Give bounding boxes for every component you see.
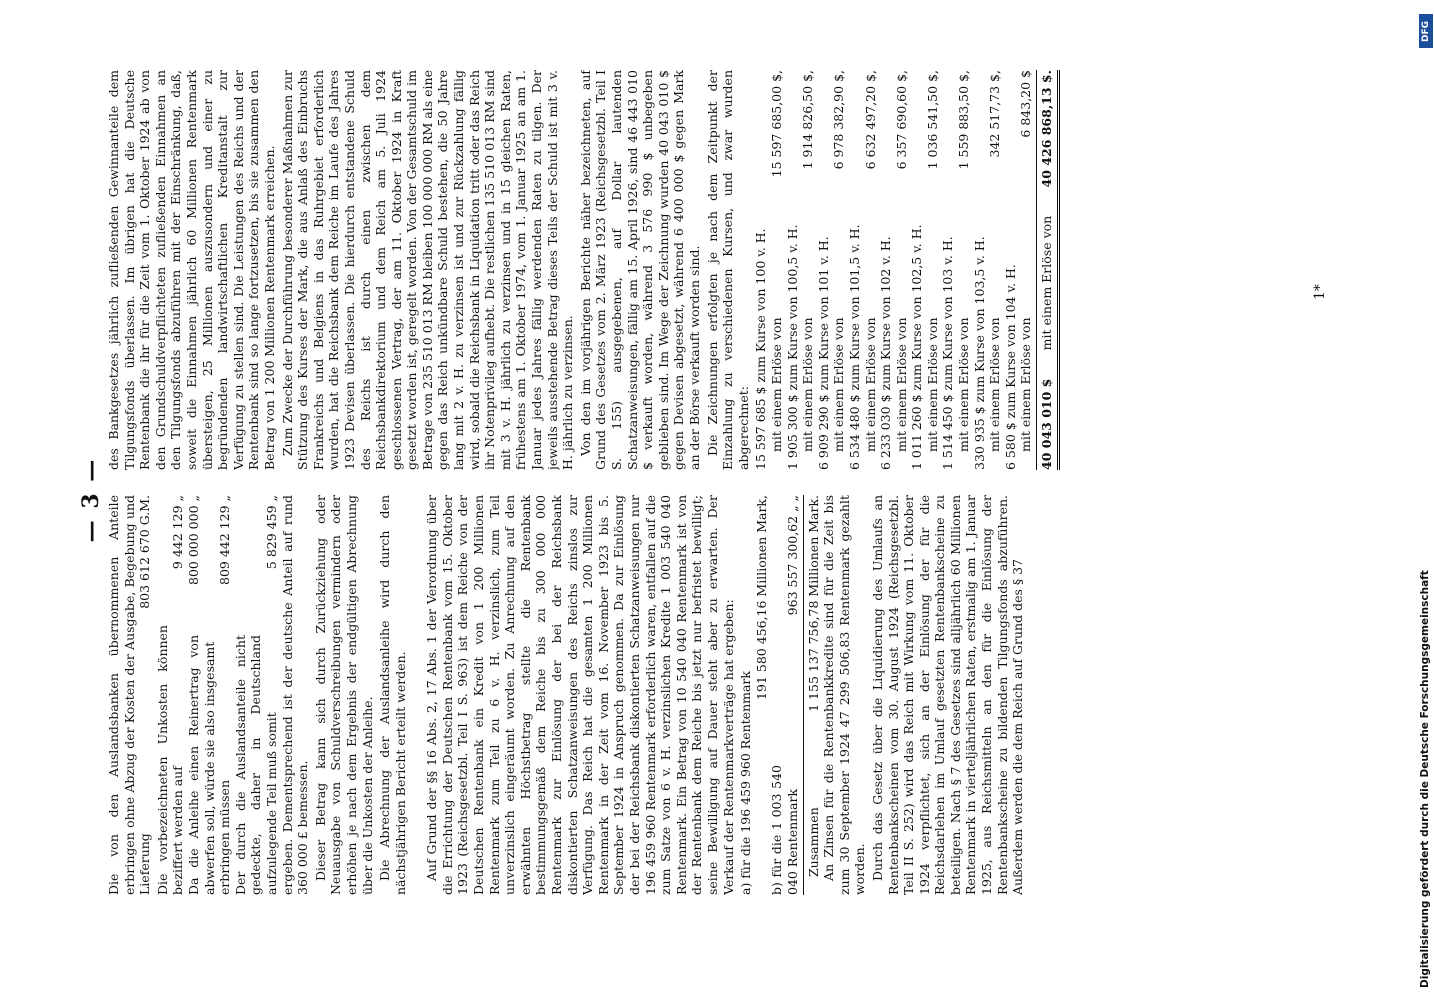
paragraph: An Zinsen für die Rentenbankkredite sind für die Zeit bis zum 30 September 1924 47 299 506,83 Rentenmark gezahlt worden.: [821, 495, 868, 895]
sale-row: [754, 495, 770, 895]
text: erbringen müssen: [217, 779, 233, 895]
left-column: [106, 495, 1316, 895]
quota: 6 534 480 $ zum Kurse von 101,5 v. H.: [846, 224, 862, 470]
paragraph: Dieser Betrag kann sich durch Zurückziehung oder Neuausgabe von Schuldverschreibungen vermindern oder erhöhen je nach dem Ergebnis der endgültigen Abrechnung über die Unkosten der Anleihe.: [312, 495, 375, 895]
sum-rule: [803, 495, 804, 895]
amount: 1 914 826,50 $,: [800, 70, 816, 170]
paragraph: Auf Grund der §§ 16 Abs. 2, 17 Abs. 1 der Verordnung über die Errichtung der Deutschen Rentenbank vom 15. Oktober 1923 (Reichsgesetzbl. Teil I S. 963) ist dem Reiche von der Deutschen Rentenbank ein Kredit von 1 200 Millionen Rentenmark zum Teil zu 6 v. H. verzinslich, zum Teil unverzinslich eingeräumt worden. Zu Anrechnung auf den erwähnten Höchstbetrag stellte die Rentenbank bestimmungsgemäß dem Reiche bis zu 300 000 000 Rentenmark zur Einlösung der bei der Reichsbank diskontierten Schatzanweisungen des Reichs zinslos zur Verfügung. Das Reich hat die gesamten 1 200 Millionen Rentenmark in der Zeit vom 16. November 1923 bis 5. September 1924 in Anspruch genommen. Da zur Einlösung der bei der Reichsbank diskontierten Schatzanweisungen nur 196 459 960 Rentenmark erforderlich waren, entfallen auf die zum Satze von 6 v. H. verzinslichen Kredite 1 003 540 040 Rentenmark. Ein Betrag von 10 540 040 Rentenmark ist von der Rentenbank dem Reiche bis jetzt nur befristet bewilligt; seine Bewilligung auf Dauer steht aber zu erwarten. Der Verkauf der Rentenmarkverträge hat ergeben:: [424, 495, 736, 895]
cost-row: [217, 495, 233, 895]
amount: 6 978 382,90 $,: [831, 70, 847, 170]
amount: 191 580 456,16 Millionen Mark,: [753, 495, 769, 700]
amount: 6 632 497,20 $,: [862, 70, 878, 170]
paragraph: Von den im vorjährigen Berichte näher bezeichneten, auf Grund des Gesetzes vom 2. März 1923 (Reichsgesetzbl. Teil I S. 155) ausgegebenen, auf Dollar lautenden Schatzanweisungen, fällig am 15. April 1926, sind 46 443 010 $ verkauft worden, während 3 576 990 $ unbegeben geblieben sind. Im Wege der Zeichnung wurden 40 043 010 $ gegen Devisen abgesetzt, während 6 400 000 $ gegen Mark an der Börse verkauft worden sind.: [577, 70, 702, 470]
amount: 1 036 541,50 $,: [924, 70, 940, 170]
amount: 15 597 685,00 $,: [768, 70, 784, 178]
text: Die vorbezeichneten Unkosten können beziffert werden auf: [154, 625, 186, 895]
paragraph: des Bankgesetzes jährlich zufließenden Gewinnanteile dem Tilgungsfonds überlassen. Im übrigen hat die Deutsche Rentenbank die ihr für die Zeit vom 1. Oktober 1924 ab von den Grundschuldverpflichteten zufließenden Einnahmen an den Tilgungsfonds abzuführen mit der Einschränkung, daß, soweit die Einnahmen jährlich 60 Millionen Rentenmark übersteigen, 25 Millionen auszusondern und einer zu begründenden landwirtschaftlichen Kreditanstalt zur Verfügung zu stellen sind. Die Leistungen des Reichs und der Rentenbank sind so lange fortzusetzen, bis sie zusammen den Betrag von 1 200 Millionen Rentenmark erreichen.: [106, 70, 277, 470]
text: mit einem Erlöse von: [956, 317, 972, 452]
quota: 330 935 $ zum Kurse von 103,5 v. H.: [971, 236, 987, 470]
amount: 6 843,20 $: [1018, 70, 1034, 138]
text: mit einem Erlöse von: [768, 317, 784, 452]
quota: 6 580 $ zum Kurse von 104 v. H.: [1002, 264, 1018, 470]
text: mit einem Erlöse von: [1039, 215, 1055, 351]
text: Die von den Auslandsbanken übernommenen Anteile erbringen ohne Abzug der Kosten der Ausgabe, Begebung und Lieferung: [106, 495, 153, 895]
digitization-credit-bar: [1419, 8, 1433, 998]
sale-row: [738, 495, 754, 895]
text: b) für die 1 003 540 040 Rentenmark: [769, 765, 800, 895]
digitization-credit: Digitalisierung gefördert durch die Deutsche Forschungsgemeinschaft: [1419, 570, 1431, 988]
text: mit einem Erlöse von: [800, 317, 816, 452]
quota: 1 011 260 $ zum Kurse von 102,5 v. H.: [909, 224, 925, 470]
paragraph: [106, 495, 153, 895]
subscription-row: [940, 70, 971, 470]
amount: 342 517,73 $,: [987, 70, 1003, 158]
subscription-row: [847, 70, 878, 470]
text: Da die Anleihe einen Reinertrag von abwerfen soll, würde sie also insgesamt: [185, 635, 217, 895]
sale-row: [769, 495, 800, 895]
signature-mark: 1*: [1312, 284, 1328, 300]
total-row: [1039, 70, 1055, 470]
paragraph: Die Abrechnung der Auslandsanleihe wird durch den nächstjährigen Bericht erteilt werden.: [377, 495, 408, 895]
quota: 6 909 290 $ zum Kurse von 101 v. H.: [815, 236, 831, 470]
subscription-list: [753, 70, 1034, 470]
total-amount: 40 426 868,13 $.: [1039, 70, 1055, 188]
amount: 963 557 300,62 „ „: [784, 495, 800, 616]
total-rule: [1057, 70, 1060, 470]
subscription-row: [972, 70, 1003, 470]
amount: 1 559 883,50 $,: [956, 70, 972, 170]
subscription-row: [816, 70, 847, 470]
dfg-logo-icon: DFG: [1419, 14, 1433, 48]
text: mit einem Erlöse von: [862, 317, 878, 452]
amount: 9 442 129 „: [170, 495, 186, 570]
subscription-row: [753, 70, 784, 470]
paragraph: Durch das Gesetz über die Liquidierung des Umlaufs an Rentenbankscheinen vom 30. August 1924 (Reichsgesetzbl. Teil II S. 252) wird das Reich mit Wirkung vom 11. Oktober 1924 verpflichtet, sich an der Einlösung der für die Reichsdarlehen im Umlauf gesetzten Rentenbankscheine zu beteiligen. Nach § 7 des Gesetzes sind alljährlich 60 Millionen Rentenmark in vierteljährlichen Raten, erstmalig am 1. Januar 1925, aus Reichsmitteln an den für die Einlösung der Rentenbankscheine zu bildenden Tilgungsfonds abzuführen. Außerdem werden die dem Reich auf Grund des § 37: [869, 495, 1026, 895]
paragraph: Zum Zwecke der Durchführung besonderer Maßnahmen zur Stützung des Kurses der Mark, die aus Anlaß des Einbruchs Frankreichs und Belgiens in das Ruhrgebiet erforderlich wurden, hat die Reichsbank dem Reiche im Laufe des Jahres 1923 Devisen überlassen. Die hierdurch entstandene Schuld des Reichs ist durch einen zwischen dem Reichsbankdirektorium und dem Reich am 5. Juli 1924 geschlossenen Vertrag, der am 11. Oktober 1924 in Kraft gesetzt worden ist, geregelt worden. Von der Gesamtschuld im Betrage von 235 510 013 RM bleiben 100 000 000 RM als eine gegen das Reich unkündbare Schuld bestehen, die 50 Jahre lang mit 2 v. H. zu verzinsen ist und zur Rückzahlung fällig wird, sobald die Reichsbank in Liquidation tritt oder das Reich ihr Notenprivileg aufhebt. Die restlichen 135 510 013 RM sind mit 3 v. H. jährlich zu verzinsen und in 15 gleichen Raten, frühestens am 1. Oktober 1974, vom 1. Januar 1925 an am 1. Januar jedes Jahres fällig werdenden Raten zu tilgen. Der jeweils ausstehende Betrag dieses Teils der Schuld ist mit 3 v. H. jährlich zu verzinsen.: [279, 70, 576, 470]
text: mit einem Erlöse von: [987, 317, 1003, 452]
sum-rule: [1036, 70, 1037, 470]
amount: 1 155 137 756,78 Millionen Mark.: [805, 495, 821, 712]
paragraph: Die Zeichnungen erfolgten je nach dem Zeitpunkt der Einzahlung zu verschiedenen Kursen, und zwar wurden abgerechnet:: [704, 70, 751, 470]
text: a) für die 196 459 960 Rentenmark: [738, 671, 754, 895]
quota: 6 233 030 $ zum Kurse von 102 v. H.: [878, 236, 894, 470]
sum-row: [806, 495, 822, 895]
subscription-row: [785, 70, 816, 470]
amount: 803 612 670 G.M.: [137, 495, 153, 609]
paragraph: ergeben. Dementsprechend ist der deutsche Anteil auf rund 360 000 £ bemessen.: [279, 495, 311, 895]
amount: 809 442 129 „: [217, 495, 233, 585]
subscription-row: [909, 70, 940, 470]
text: mit einem Erlöse von: [831, 317, 847, 452]
amount: 6 357 690,60 $,: [893, 70, 909, 170]
amount: 5 829 459 „: [263, 495, 279, 570]
quota: 15 597 685 $ zum Kurse von 100 v. H.: [753, 228, 769, 470]
cost-row: [155, 495, 186, 895]
text: mit einem Erlöse von: [924, 317, 940, 452]
quota: 1 905 300 $ zum Kurse von 100,5 v. H.: [784, 224, 800, 470]
cost-row: [186, 495, 217, 895]
right-column: [106, 70, 1316, 470]
text: mit einem Erlöse von: [893, 317, 909, 452]
text: Der durch die Auslandsanteile nicht gedeckte, daher in Deutschland aufzulegende Teil muß somit: [232, 635, 279, 895]
total-quota: 40 043 010 $: [1039, 378, 1055, 470]
quota: 1 514 450 $ zum Kurse von 103 v. H.: [940, 236, 956, 470]
page-number: — 3 —: [78, 457, 104, 543]
subscription-row: [1003, 70, 1034, 470]
amount: 800 000 000 „: [185, 495, 201, 585]
text: mit einem Erlöse von: [1018, 317, 1034, 452]
cost-row: [233, 495, 280, 895]
subscription-row: [878, 70, 909, 470]
text: Zusammen: [805, 807, 821, 877]
